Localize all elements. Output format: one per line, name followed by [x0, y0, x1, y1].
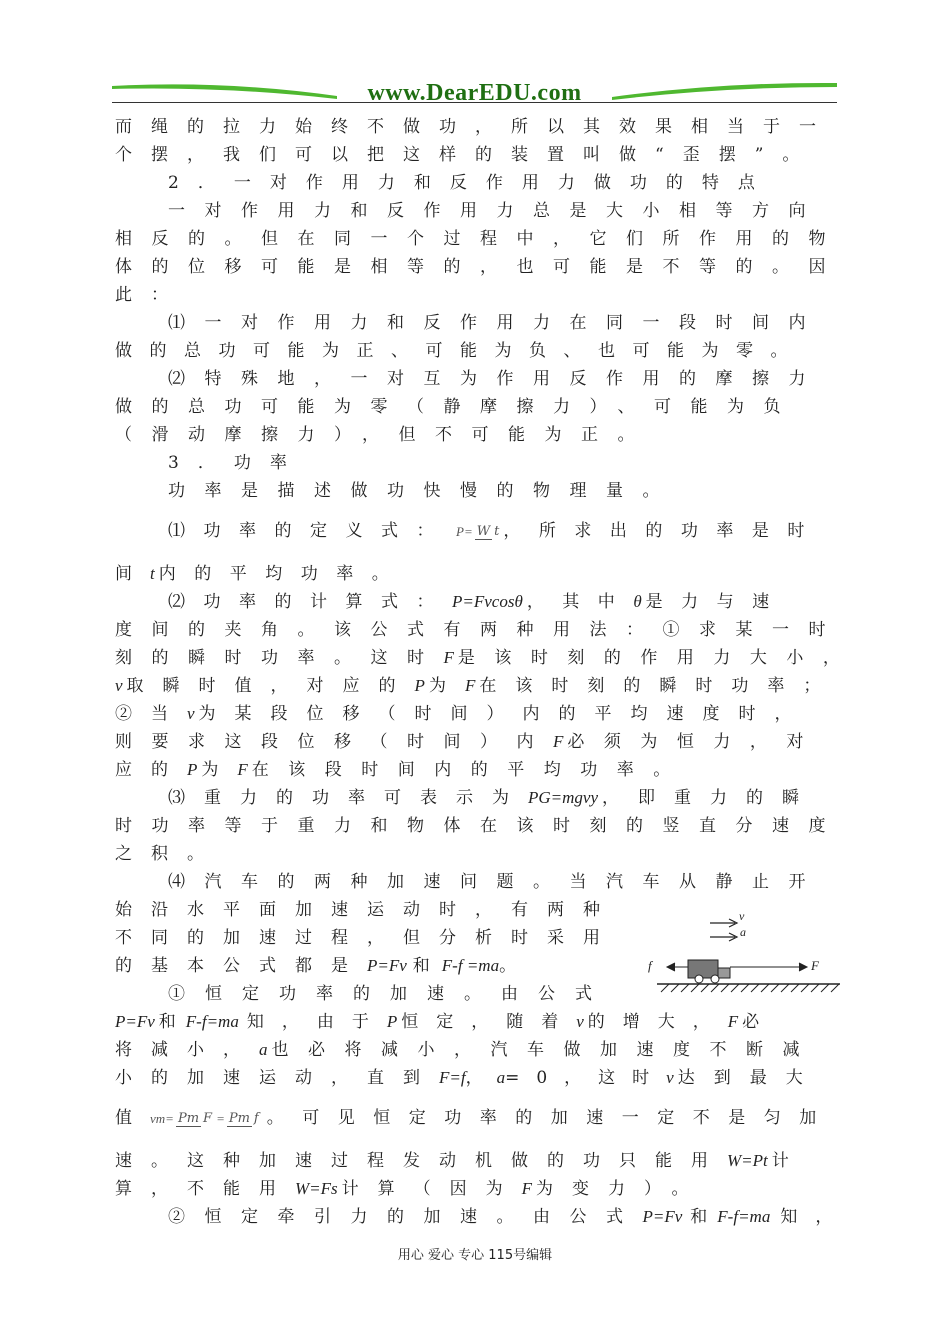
text-line: ①恒定功率的加速。由公式 [168, 984, 612, 1004]
power-formula: P= W t [456, 523, 500, 539]
section-heading: 3．功率 [168, 453, 306, 473]
car-icon [688, 960, 730, 983]
page-footer: 用心 爱心 专心 115号编辑 [397, 1248, 553, 1263]
text-line: ②当 v 为某段位移（时间）内的平均速度时， [115, 704, 811, 724]
text-line: 做的总功可能为零（静摩擦力）、可能为负 [115, 397, 800, 417]
vmax-formula: vm=Pm F = Pm f [150, 1110, 259, 1126]
text-line: ②恒定牵引力的加速。由公式 P=Fv 和 F-f=ma 知， [168, 1207, 851, 1227]
text-line: ⑷汽车的两种加速问题。当汽车从静止开 [168, 872, 825, 892]
section-heading: 2．一对作用力和反作用力做功的特点 [168, 173, 774, 193]
text-line: 度间的夹角。该公式有两种用法：①求某一时 [115, 620, 845, 640]
text-line: 时功率等于重力和物体在该时刻的竖直分速度 [115, 816, 845, 836]
text-line: 体的位移可能是相等的，也可能是不等的。因 [115, 257, 845, 277]
text-line: 刻的瞬时功率。这时 F 是该时刻的作用力大小， [115, 648, 860, 668]
text-line: ⑵功率的计算式： P=Fvcosθ ，其中 θ 是力与速 [168, 592, 788, 612]
text-line: v 取瞬时值，对应的 P 为 F 在该时刻的瞬时功率； [115, 676, 840, 696]
page-header [112, 78, 837, 108]
acceleration-arrow [710, 933, 737, 941]
traction-label: F [811, 958, 819, 973]
text-line: 相反的。但在同一个过程中，它们所作用的物 [115, 229, 845, 249]
traction-arrow [730, 963, 807, 971]
friction-arrow [667, 963, 688, 971]
vmax-line: 值 vm=Pm F = Pm f 。可见恒定功率的加速一定不是匀加 [115, 1098, 820, 1138]
text-line: 则要求这段位移（时间）内 F 必须为恒力，对 [115, 732, 823, 752]
text-line: P=Fv 和 F-f=ma 知，由于 P 恒定，随着 v 的增大， F 必 [115, 1012, 760, 1032]
acceleration-label: a [740, 925, 746, 939]
text-line: （滑动摩擦力），但不可能为正。 [115, 425, 654, 445]
power-definition-line: ⑴功率的定义式： P= W t ，所求出的功率是时 [168, 513, 820, 549]
text-line: 一对作用力和反作用力总是大小相等方向 [168, 201, 825, 221]
text-line: 功率是描述做功快慢的物理量。 [168, 481, 679, 501]
site-logo[interactable]: www.DearEDU.com [367, 80, 582, 106]
text-line: 小的加速运动，直到 F=f ， a =0，这时 v 达到最大 [115, 1068, 822, 1088]
text-line: 速。这种加速过程发动机做的功只能用 W=Pt 计 [115, 1151, 789, 1171]
velocity-arrow [710, 919, 737, 927]
text-line: 之积。 [115, 844, 223, 864]
velocity-label: v [739, 909, 745, 923]
text-line: 将减小， a 也必将减小，汽车做加速度不断减 [115, 1040, 819, 1060]
text-line: 算，不能用 W=Fs 计算（因为 F 为变力）。 [115, 1179, 708, 1199]
text-line: ⑵特殊地，一对互为作用反作用的摩擦力 [168, 369, 825, 389]
text-line: ⑶重力的功率可表示为 PG=mgvy ，即重力的瞬 [168, 788, 819, 808]
text-line: 间 t 内的平均功率。 [115, 564, 408, 584]
text-line: 个摆，我们可以把这样的装置叫做“歪摆”。 [115, 145, 819, 165]
text-line: 应的 P 为 F 在该段时间内的平均功率。 [115, 760, 690, 780]
text-line: 此： [115, 285, 187, 305]
text-line: 始沿水平面加速运动时，有两种 [115, 900, 619, 920]
header-divider [112, 102, 837, 103]
text-line: ⑴一对作用力和反作用力在同一段时间内 [168, 313, 825, 333]
text-line: 而绳的拉力始终不做功，所以其效果相当于一 [115, 117, 835, 137]
text-line: 的基本公式都是 P=Fv 和 F-f =ma 。 [115, 956, 517, 976]
text-line: 做的总功可能为正、可能为负、也可能为零。 [115, 341, 805, 361]
text-line: 不同的加速过程，但分析时采用 [115, 928, 619, 948]
friction-label: f [648, 958, 652, 973]
